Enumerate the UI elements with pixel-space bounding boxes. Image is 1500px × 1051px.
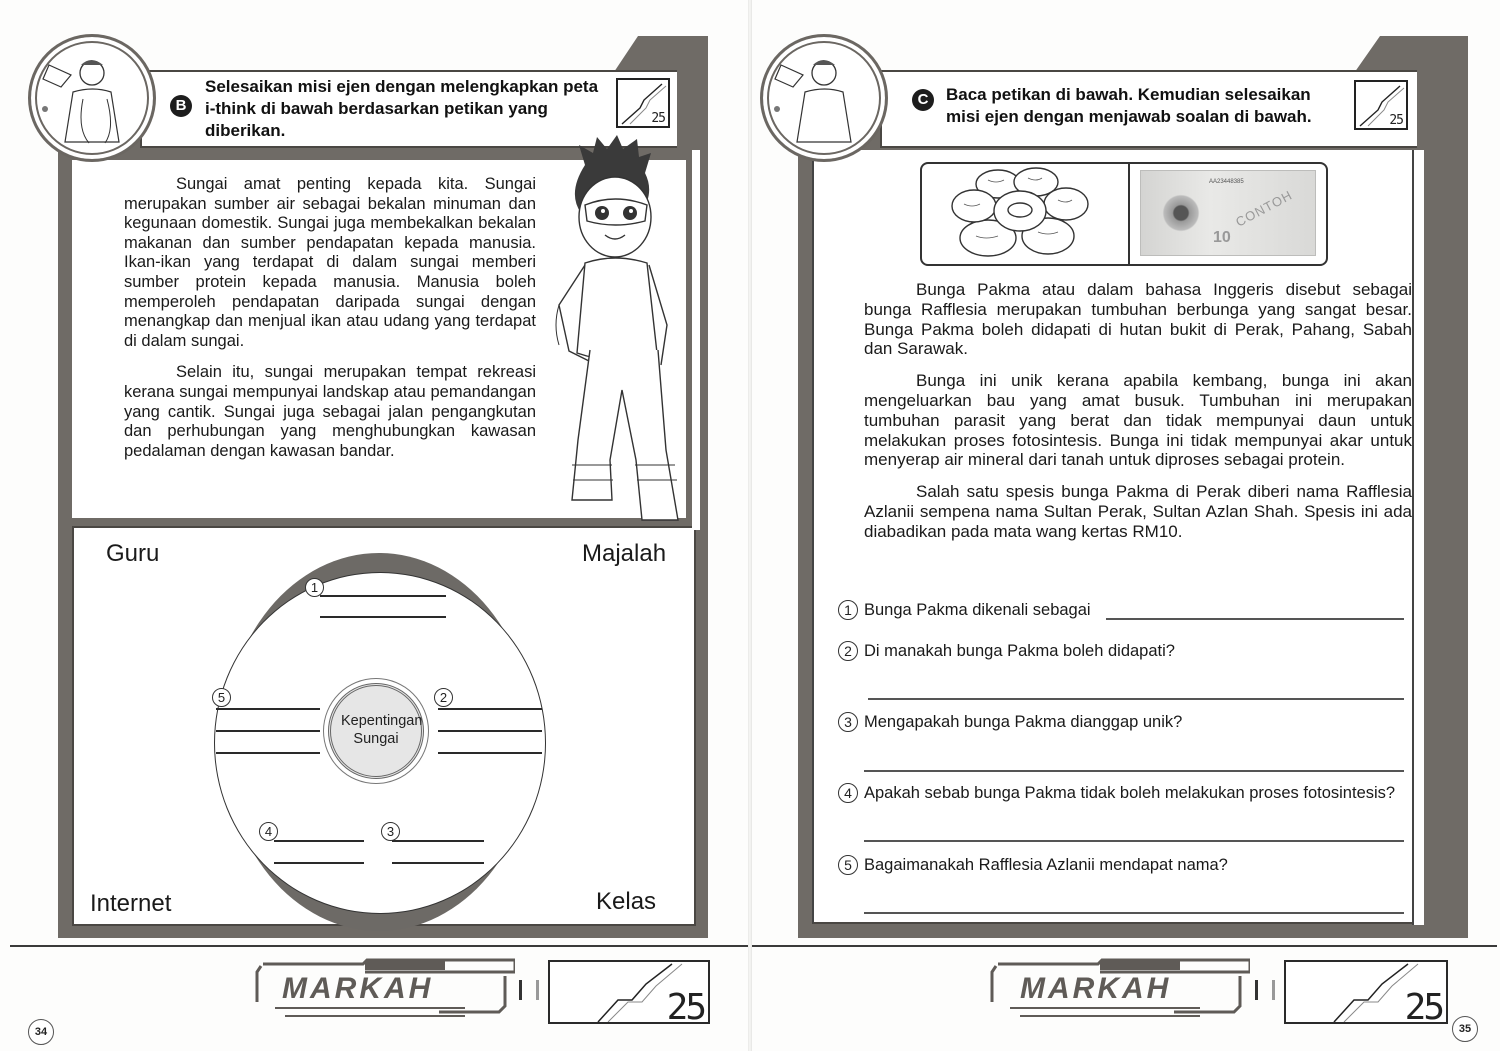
corner-label-kelas: Kelas — [596, 888, 657, 915]
question-2 — [838, 641, 1175, 661]
banknote-value: 10 — [1213, 229, 1231, 246]
markah-score-max: 25 — [666, 987, 704, 1028]
fold-line-left — [10, 945, 748, 947]
corner-label-majalah: Majalah — [582, 540, 667, 567]
answer-line-3b[interactable] — [392, 862, 484, 864]
agent-medallion — [760, 34, 888, 162]
passage — [124, 175, 536, 473]
box-divider — [1128, 164, 1130, 264]
answer-line-5a[interactable] — [216, 708, 320, 710]
answer-line-2b[interactable] — [438, 730, 542, 732]
saluting-agent-icon — [31, 37, 153, 159]
question-text: Mengapakah bunga Pakma dianggap unik? — [864, 712, 1183, 731]
passage — [864, 280, 1412, 554]
answer-line-5c[interactable] — [216, 752, 320, 754]
question-text: Di manakah bunga Pakma boleh didapati? — [864, 641, 1175, 660]
slot-number-1: 1 — [305, 578, 324, 597]
markah-equals-bars — [519, 980, 539, 1000]
section-badge: C — [912, 89, 934, 111]
page-number: 34 — [28, 1019, 54, 1045]
section-badge: B — [170, 95, 192, 117]
fold-line-right — [752, 945, 1497, 947]
markah-label: MARKAH — [282, 972, 434, 1005]
answer-line-2a[interactable] — [438, 708, 542, 710]
markah-score-box[interactable] — [1284, 960, 1448, 1028]
frame-edge — [1412, 150, 1414, 925]
rafflesia-flower-icon — [948, 166, 1098, 260]
corner-label-guru: Guru — [106, 540, 160, 567]
question-number: 3 — [838, 712, 858, 732]
question-text: Bagaimanakah Rafflesia Azlanii mendapat nama? — [864, 855, 1228, 874]
answer-line-5[interactable] — [864, 912, 1404, 914]
instruction-text: Selesaikan misi ejen dengan melengkapkan peta i-think di bawah berdasarkan petikan yang diberikan. — [205, 77, 599, 140]
answer-line-3[interactable] — [864, 770, 1404, 772]
passage-paragraph: Bunga ini unik kerana apabila kembang, bunga ini akan mengeluarkan bau yang amat busuk. Tumbuhan ini merupakan tumbuhan parasit yang berat dan tidak mempunyai daun untuk melakukan proses fotosintesis. Bunga ini tidak mempunyai akar untuk menyerap air mineral dari tanah untuk diproses sebagai protein. — [864, 371, 1412, 470]
passage-paragraph: Bunga Pakma atau dalam bahasa Inggeris disebut sebagai bunga Rafflesia merupakan tumbuhan berbunga yang sangat besar. Bunga Pakma boleh didapati di hutan bukit di Perak, Pahang, Sabah dan Sarawak. — [864, 280, 1412, 359]
answer-line-2c[interactable] — [438, 752, 542, 754]
saluting-agent-icon — [763, 37, 885, 159]
right-page — [750, 0, 1500, 1051]
markah-score-box[interactable] — [548, 960, 710, 1028]
markah-score-max: 25 — [1404, 987, 1442, 1028]
agent-medallion — [28, 34, 156, 162]
slot-number-4: 4 — [259, 822, 278, 841]
question-text: Bunga Pakma dikenali sebagai — [864, 600, 1091, 619]
slot-number-5: 5 — [212, 688, 231, 707]
answer-line-5b[interactable] — [216, 730, 320, 732]
answer-line-1[interactable] — [1106, 618, 1404, 620]
answer-line-4a[interactable] — [274, 840, 364, 842]
markah-equals-bars — [1255, 980, 1275, 1000]
score-max: 25 — [1389, 113, 1403, 128]
corner-label-internet: Internet — [90, 890, 172, 917]
section-score-box[interactable] — [1354, 80, 1408, 130]
page-number: 35 — [1452, 1016, 1478, 1042]
banknote-serial: AA23448385 — [1209, 179, 1244, 185]
markah-label: MARKAH — [1020, 972, 1172, 1005]
question-4 — [838, 783, 1395, 803]
section-score-box[interactable] — [616, 78, 670, 128]
answer-line-2[interactable] — [868, 698, 1404, 700]
passage-paragraph: Selain itu, sungai merupakan tempat rekreasi kerana sungai mempunyai landskap atau pemandangan yang cantik. Sungai juga sebagai jalan pengangkutan dan perhubungan yang menghubungkan kawasan pedalaman dengan kawasan bandar. — [124, 363, 536, 460]
book-spine — [748, 0, 752, 1051]
circle-map-center — [328, 683, 424, 779]
answer-line-4b[interactable] — [274, 862, 364, 864]
question-number: 2 — [838, 641, 858, 661]
slot-number-3: 3 — [381, 822, 400, 841]
instruction-text: Baca petikan di bawah. Kemudian selesaikan misi ejen dengan menjawab soalan di bawah. — [946, 85, 1312, 126]
score-max: 25 — [651, 111, 665, 126]
question-text: Apakah sebab bunga Pakma tidak boleh melakukan proses fotosintesis? — [864, 783, 1396, 802]
slot-number-2: 2 — [434, 688, 453, 707]
banknote-flower-icon — [1161, 193, 1201, 233]
question-number: 1 — [838, 600, 858, 620]
agent-character-icon — [545, 135, 695, 530]
answer-line-4[interactable] — [864, 840, 1404, 842]
center-topic: Kepentingan Sungai — [341, 713, 423, 747]
passage-paragraph: Sungai amat penting kepada kita. Sungai merupakan sumber air sebagai bekalan minuman dan kegunaan domestik. Sungai juga membekalkan bekalan makanan dan sumber pendapatan kepada manusia. Ikan-ikan yang terdapat di dalam sungai memberi sumber protein kepada manusia. Manusia boleh memperoleh pendapatan daripada sungai dengan menangkap dan menjual ikan atau udang yang terdapat di dalam sungai. — [124, 175, 536, 350]
question-number: 4 — [838, 783, 858, 803]
question-1 — [838, 600, 1091, 620]
answer-line-3a[interactable] — [392, 840, 484, 842]
answer-line-1b[interactable] — [320, 616, 446, 618]
answer-line-1a[interactable] — [320, 595, 446, 597]
question-number: 5 — [838, 855, 858, 875]
question-5 — [838, 855, 1228, 875]
rm10-banknote — [1140, 170, 1316, 256]
banknote-stamp: CONTOH — [1233, 187, 1295, 230]
question-3 — [838, 712, 1182, 732]
passage-paragraph: Salah satu spesis bunga Pakma di Perak diberi nama Rafflesia Azlanii sempena nama Sultan Perak, Sultan Azlan Shah. Spesis ini ada diabadikan pada mata wang kertas RM10. — [864, 482, 1412, 541]
